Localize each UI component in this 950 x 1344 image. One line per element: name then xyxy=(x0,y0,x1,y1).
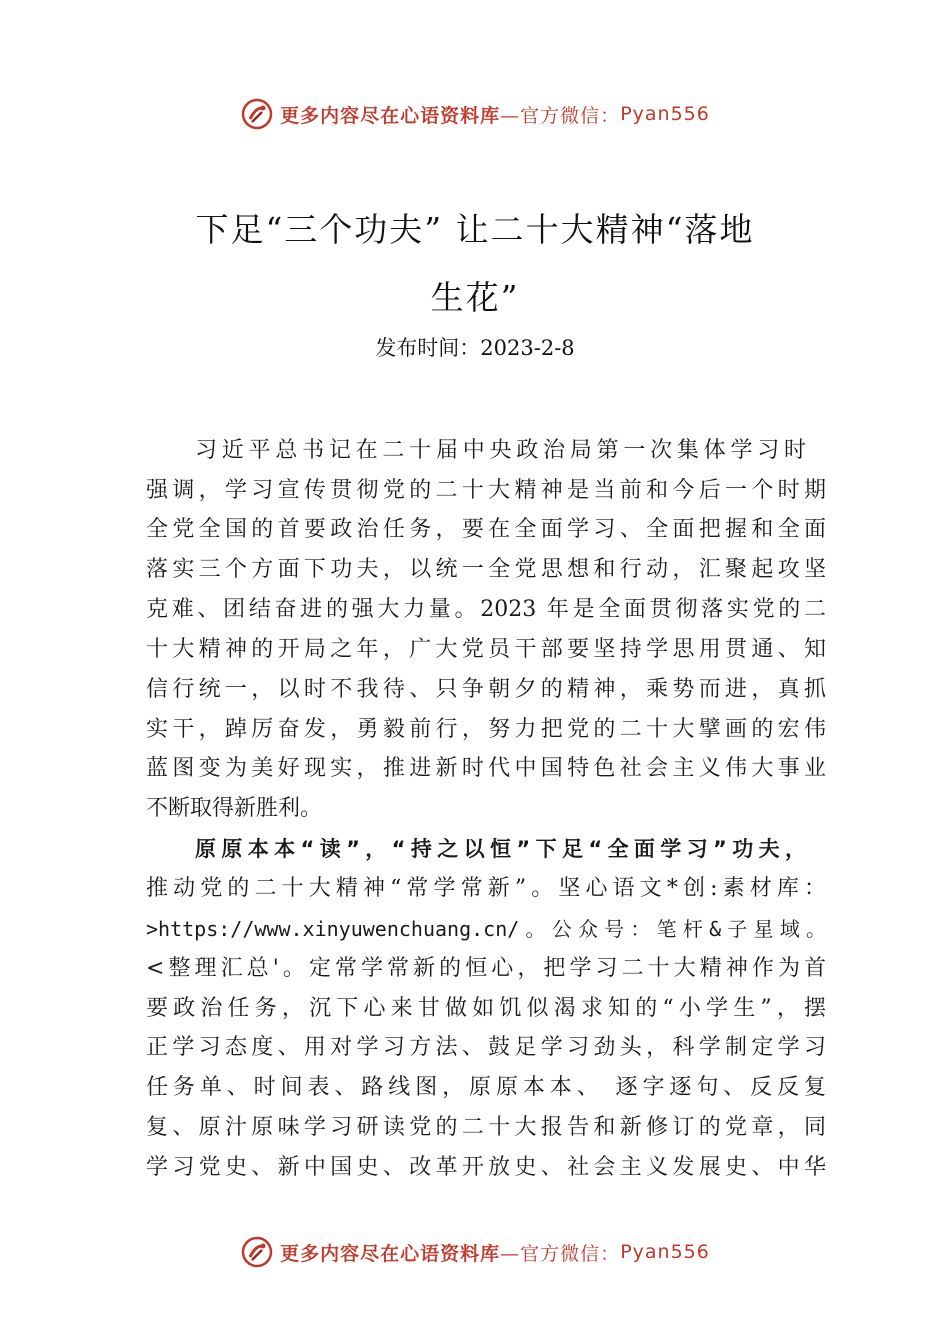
footer-watermark-banner xyxy=(0,1232,950,1272)
banner-contact-label: —官方微信： xyxy=(500,1242,621,1265)
body-line: 学习党史、新中国史、改革开放史、社会主义发展史、中华 xyxy=(146,1155,826,1180)
body-line-url: >https://www.xinyuwenchuang.cn/。公众号：笔杆&子星域。 xyxy=(146,917,826,941)
body-line: 强调，学习宣传贯彻党的二十大精神是当前和今后一个时期 xyxy=(146,478,826,503)
body-line: 要政治任务，沉下心来甘做如饥似渴求知的“小学生”，摆 xyxy=(146,996,826,1021)
banner-brand: 更多内容尽在心语资料库 xyxy=(280,104,501,127)
banner-wechat-id: Pyan556 xyxy=(620,1241,710,1263)
body-line: 全党全国的首要政治任务，要在全面学习、全面把握和全面 xyxy=(146,517,826,542)
header-watermark-banner xyxy=(0,94,950,134)
publish-date: 发布时间：2023-2-8 xyxy=(375,336,575,360)
body-line: 不断取得新胜利。 xyxy=(146,796,323,821)
section-heading: 原原本本“读”，“持之以恒”下足“全面学习”功夫， xyxy=(195,837,806,861)
body-line: 任务单、时间表、路线图，原原本本、 逐字逐句、反反复 xyxy=(146,1075,826,1100)
body-line: 十大精神的开局之年，广大党员干部要坚持学思用贯通、知 xyxy=(146,637,826,662)
body-line: 实干，踔厉奋发，勇毅前行，努力把党的二十大擘画的宏伟 xyxy=(146,717,826,742)
body-line: 信行统一，以时不我待、只争朝夕的精神，乘势而进，真抓 xyxy=(146,677,826,702)
body-line: 正学习态度、用对学习方法、鼓足学习劲头，科学制定学习 xyxy=(146,1035,826,1060)
banner-brand: 更多内容尽在心语资料库 xyxy=(280,1242,501,1265)
body-line: 复、原汁原味学习研读党的二十大报告和新修订的党章，同 xyxy=(146,1115,826,1140)
banner-wechat-id: Pyan556 xyxy=(620,103,710,125)
article-title-line-2: 生花” xyxy=(430,278,520,317)
banner-contact-label: —官方微信： xyxy=(500,104,621,127)
body-line: 落实三个方面下功夫，以统一全党思想和行动，汇聚起攻坚 xyxy=(146,557,826,582)
body-line: 蓝图变为美好现实，推进新时代中国特色社会主义伟大事业 xyxy=(146,756,826,781)
logo-icon xyxy=(240,97,274,131)
body-line: 习近平总书记在二十届中央政治局第一次集体学习时 xyxy=(195,438,806,463)
body-line: <整理汇总'。定常学常新的恒心，把学习二十大精神作为首 xyxy=(146,956,826,981)
article-title-line-1: 下足“三个功夫” 让二十大精神“落地 xyxy=(195,210,755,249)
logo-icon xyxy=(240,1235,274,1269)
body-line: 推动党的二十大精神“常学常新”。坚心语文*创:素材库： xyxy=(146,876,826,901)
body-line: 克难、团结奋进的强大力量。2023 年是全面贯彻落实党的二 xyxy=(146,597,826,622)
